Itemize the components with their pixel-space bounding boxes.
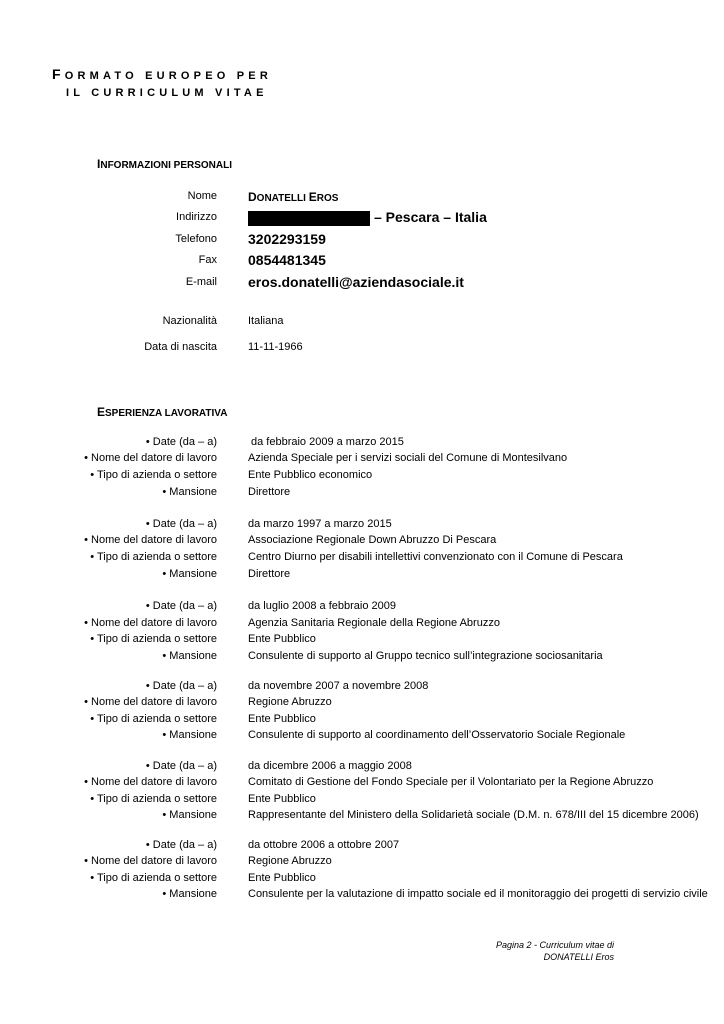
role-label: • Mansione bbox=[162, 650, 217, 662]
employer-label: • Nome del datore di lavoro bbox=[84, 776, 217, 788]
date-label: • Date (da – a) bbox=[145, 518, 217, 530]
employer-label: • Nome del datore di lavoro bbox=[84, 617, 217, 629]
employer-label: • Nome del datore di lavoro bbox=[84, 534, 217, 546]
phone-label: Telefono bbox=[175, 233, 217, 245]
sector-value: Ente Pubblico bbox=[248, 633, 316, 645]
work-experience-heading: ESPERIENZA LAVORATIVA bbox=[97, 405, 228, 419]
employer-value: Agenzia Sanitaria Regionale della Regione Abruzzo bbox=[248, 617, 500, 629]
sector-label: • Tipo di azienda o settore bbox=[90, 793, 217, 805]
role-label: • Mansione bbox=[162, 486, 217, 498]
footer-line2: DONATELLI Eros bbox=[543, 952, 614, 962]
sector-value: Ente Pubblico bbox=[248, 713, 316, 725]
date-label: • Date (da – a) bbox=[145, 600, 217, 612]
date-value: da ottobre 2006 a ottobre 2007 bbox=[248, 839, 400, 851]
sector-value: Ente Pubblico bbox=[248, 872, 316, 884]
employer-label: • Nome del datore di lavoro bbox=[84, 452, 217, 464]
date-label: • Date (da – a) bbox=[145, 839, 217, 851]
role-value: Rappresentante del Ministero della Solidarietà sociale (D.M. n. 678/III del 15 dicembre 2006) bbox=[248, 809, 699, 821]
phone-value: 3202293159 bbox=[248, 231, 326, 247]
role-label: • Mansione bbox=[162, 729, 217, 741]
role-value: Consulente per la valutazione di impatto sociale ed il monitoraggio dei progetti di servizio civile bbox=[248, 888, 708, 900]
role-value: Consulente di supporto al Gruppo tecnico sull’integrazione sociosanitaria bbox=[248, 650, 603, 662]
sector-label: • Tipo di azienda o settore bbox=[90, 551, 217, 563]
date-value: da marzo 1997 a marzo 2015 bbox=[248, 518, 392, 530]
date-label: • Date (da – a) bbox=[145, 760, 217, 772]
role-label: • Mansione bbox=[162, 568, 217, 580]
employer-label: • Nome del datore di lavoro bbox=[84, 855, 217, 867]
birthdate-value: 11-11-1966 bbox=[248, 341, 303, 353]
sector-value: Ente Pubblico bbox=[248, 793, 316, 805]
fax-label: Fax bbox=[198, 254, 217, 266]
fax-value: 0854481345 bbox=[248, 252, 326, 268]
employer-value: Comitato di Gestione del Fondo Speciale per il Volontariato per la Regione Abruzzo bbox=[248, 776, 654, 788]
employer-value: Regione Abruzzo bbox=[248, 696, 332, 708]
email-value: eros.donatelli@aziendasociale.it bbox=[248, 274, 464, 290]
sector-label: • Tipo di azienda o settore bbox=[90, 713, 217, 725]
name-value: DONATELLI EROS bbox=[248, 190, 339, 204]
footer-line1: Pagina 2 - Curriculum vitae di bbox=[495, 940, 614, 950]
cv-format-title-line1: FORMATO EUROPEO PER bbox=[52, 66, 272, 82]
email-label: E-mail bbox=[185, 276, 217, 288]
date-label: • Date (da – a) bbox=[145, 680, 217, 692]
name-label: Nome bbox=[187, 190, 217, 202]
nationality-value: Italiana bbox=[248, 315, 284, 327]
address-label: Indirizzo bbox=[176, 211, 217, 223]
address-value: – Pescara – Italia bbox=[248, 209, 487, 226]
sector-label: • Tipo di azienda o settore bbox=[90, 633, 217, 645]
date-value: da luglio 2008 a febbraio 2009 bbox=[248, 600, 397, 612]
date-value: da febbraio 2009 a marzo 2015 bbox=[251, 436, 404, 448]
date-value: da dicembre 2006 a maggio 2008 bbox=[248, 760, 412, 772]
sector-value: Ente Pubblico economico bbox=[248, 469, 373, 481]
date-value: da novembre 2007 a novembre 2008 bbox=[248, 680, 429, 692]
sector-label: • Tipo di azienda o settore bbox=[90, 872, 217, 884]
birthdate-label: Data di nascita bbox=[144, 341, 217, 353]
role-value: Direttore bbox=[248, 568, 291, 580]
role-value: Direttore bbox=[248, 486, 291, 498]
page-footer bbox=[496, 939, 614, 963]
nationality-label: Nazionalità bbox=[162, 315, 217, 327]
sector-label: • Tipo di azienda o settore bbox=[90, 469, 217, 481]
redaction-bar bbox=[248, 211, 370, 226]
cv-format-title-line2: IL CURRICULUM VITAE bbox=[66, 87, 268, 99]
role-label: • Mansione bbox=[162, 888, 217, 900]
employer-value: Associazione Regionale Down Abruzzo Di Pescara bbox=[248, 534, 497, 546]
employer-value: Azienda Speciale per i servizi sociali del Comune di Montesilvano bbox=[248, 452, 568, 464]
employer-value: Regione Abruzzo bbox=[248, 855, 332, 867]
employer-label: • Nome del datore di lavoro bbox=[84, 696, 217, 708]
personal-info-heading: INFORMAZIONI PERSONALI bbox=[97, 157, 233, 171]
role-value: Consulente di supporto al coordinamento dell’Osservatorio Sociale Regionale bbox=[248, 729, 626, 741]
role-label: • Mansione bbox=[162, 809, 217, 821]
date-label: • Date (da – a) bbox=[145, 436, 217, 448]
sector-value: Centro Diurno per disabili intellettivi convenzionato con il Comune di Pescara bbox=[248, 551, 623, 563]
